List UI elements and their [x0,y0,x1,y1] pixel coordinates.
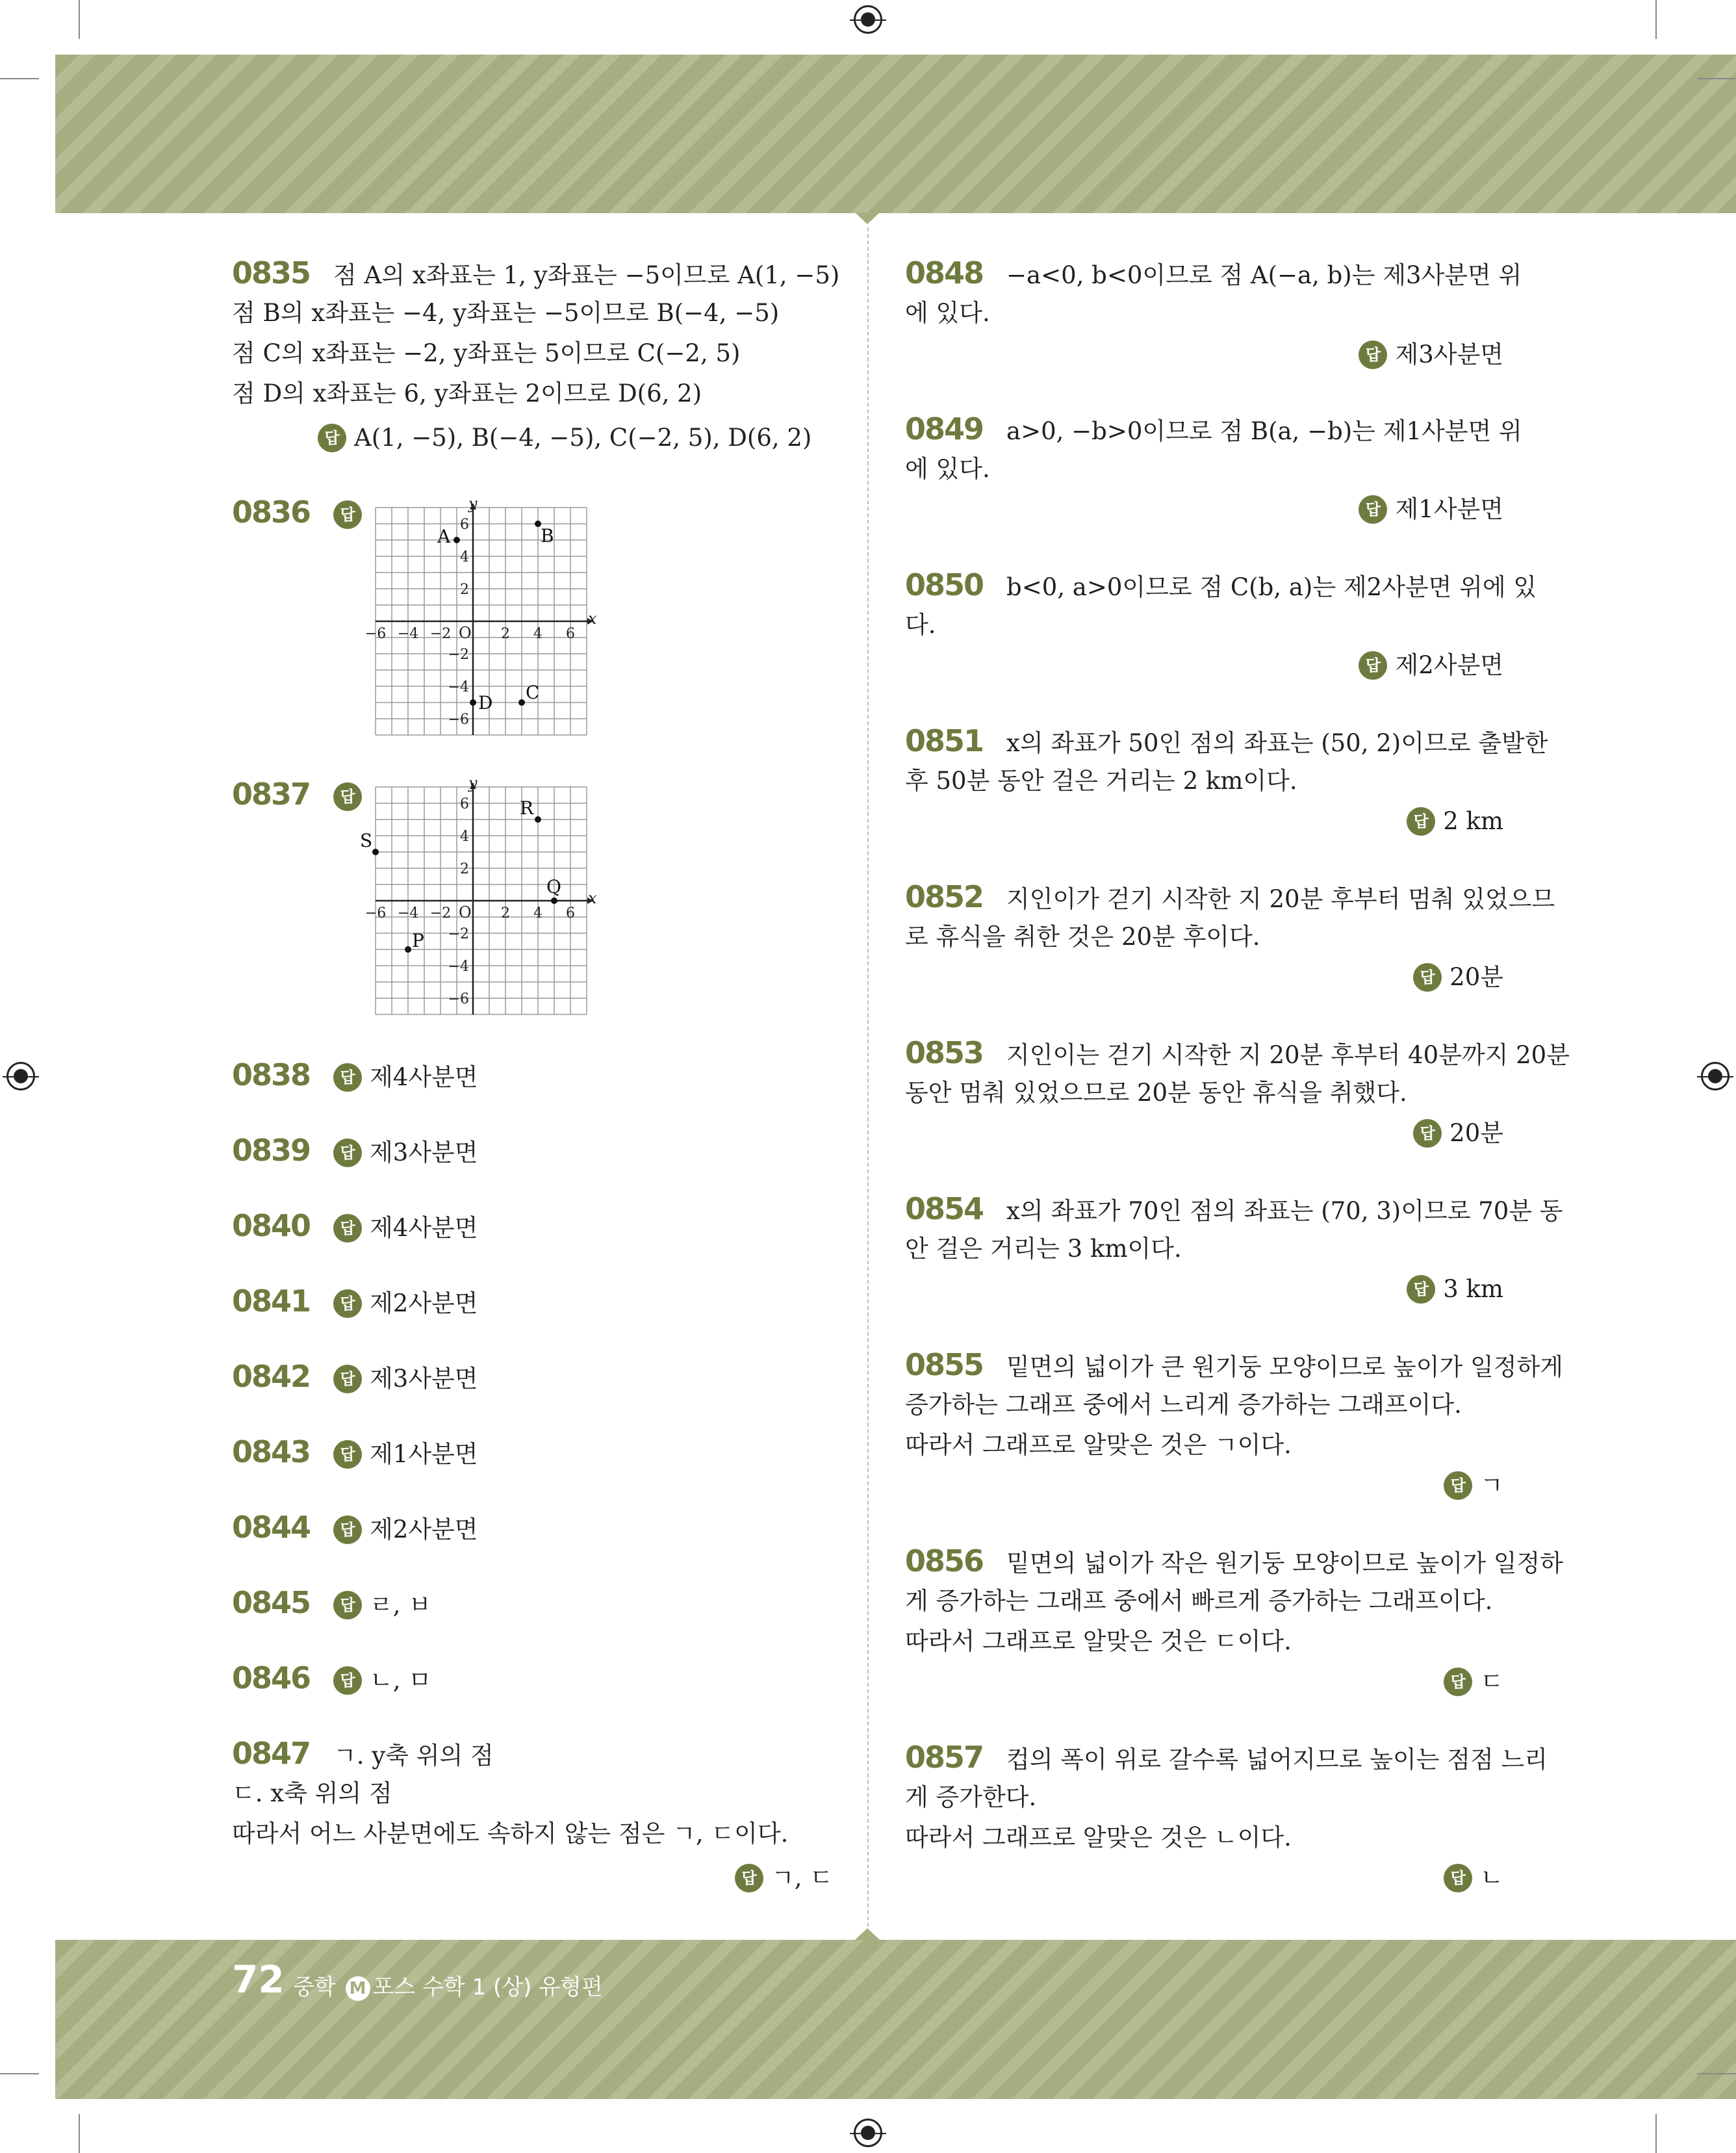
answer-badge: 답 [333,1591,362,1619]
problem-number: 0844 [232,1510,311,1545]
y-tick-label: 2 [460,582,469,598]
x-tick-label: 4 [533,905,542,922]
answer-text: 제2사분면 [370,1289,478,1317]
answer-badge: 답 [333,500,362,529]
answer-text: ㄷ [1480,1668,1503,1695]
point-s [372,849,379,855]
point-label-d: D [478,692,493,714]
y-tick-label: 4 [460,829,469,845]
problem-number: 0855 [905,1347,984,1382]
y-axis-label: y [468,500,478,513]
y-tick-label: 4 [460,549,469,565]
x-tick-label: −4 [397,905,419,922]
y-tick-label: −6 [448,712,469,728]
answer-text: 제3사분면 [370,1365,478,1393]
answer-badge: 답 [318,424,346,452]
crop-mark [1655,2114,1657,2153]
x-tick-label: −2 [429,905,452,922]
problem-number: 0856 [905,1543,984,1579]
point-label-q: Q [546,876,561,897]
problem-0842 [232,1359,478,1395]
point-d [470,699,476,706]
problem-0845 [232,1585,432,1621]
problem-0843 [232,1434,478,1471]
problem-number: 0854 [905,1191,984,1226]
problem-number: 0841 [232,1283,311,1319]
registration-mark-icon [6,1062,35,1090]
y-tick-label: −2 [448,647,469,663]
y-tick-label: 6 [460,517,469,533]
crop-mark [1697,78,1736,79]
answer-text: 3 km [1443,1275,1503,1303]
problem-0840 [232,1208,478,1244]
crop-mark [1697,2073,1736,2074]
answer-text: ㄱ, ㄷ [771,1864,833,1892]
y-tick-label: 6 [460,796,469,812]
answer-badge: 답 [333,1365,362,1393]
x-tick-label: −6 [364,626,387,642]
answer-badge: 답 [1413,963,1442,992]
point-label-b: B [541,525,554,547]
footer-notch [855,1928,880,1940]
footer-band [55,1940,1736,2099]
answer-badge: 답 [333,1289,362,1318]
problem-number: 0850 [905,567,984,602]
answer-badge: 답 [333,1063,362,1092]
answer-text: 2 km [1443,807,1503,835]
answer-badge: 답 [1413,1119,1442,1148]
coordinate-graph-0837 [356,780,603,1022]
problem-number: 0838 [232,1057,311,1092]
answer-text: 제4사분면 [370,1214,478,1242]
problem-number: 0840 [232,1208,311,1243]
answer-badge: 답 [1359,341,1387,369]
point-label-r: R [520,797,534,819]
answer-text: A(1, −5), B(−4, −5), C(−2, 5), D(6, 2) [354,424,812,452]
x-tick-label: −4 [397,626,419,642]
answer-text: ㄱ [1480,1471,1503,1499]
crop-mark [79,0,80,39]
y-tick-label: −4 [448,679,469,695]
x-tick-label: 2 [501,626,510,642]
point-r [535,816,541,823]
answer-badge: 답 [1407,1275,1435,1304]
answer-badge: 답 [1444,1471,1472,1500]
y-tick-label: −2 [448,926,469,942]
problem-0838 [232,1057,478,1094]
x-axis-label: x [588,889,597,907]
point-c [518,699,525,706]
answer-badge: 답 [735,1864,763,1892]
answer-badge: 답 [333,1515,362,1544]
answer-text: 20분 [1449,1119,1503,1147]
x-tick-label: 2 [501,905,510,922]
coordinate-graph-0836 [356,500,603,742]
problem-number: 0849 [905,411,984,446]
problem-number: 0848 [905,255,984,290]
problem-number: 0836 [232,495,311,530]
problem-0841 [232,1283,478,1320]
crop-mark [1655,0,1657,39]
answer-text: ㄹ, ㅂ [370,1591,432,1619]
point-label-p: P [412,930,424,951]
answer-text: 제3사분면 [1395,341,1503,368]
problem-number: 0851 [905,723,984,758]
m-logo-icon: M [346,1976,370,2001]
answer-badge: 답 [333,1214,362,1243]
answer-badge: 답 [333,782,362,811]
origin-label: O [459,624,472,642]
crop-mark [0,78,39,79]
point-a [453,537,460,543]
answer-badge: 답 [1444,1668,1472,1696]
answer-text: ㄴ, ㅁ [370,1666,432,1694]
problem-number: 0839 [232,1133,311,1168]
answer-badge: 답 [333,1666,362,1695]
registration-mark-icon [1701,1062,1730,1090]
problem-number: 0843 [232,1434,311,1469]
column-divider [867,227,869,1927]
point-label-a: A [437,526,451,547]
answer-text: ㄴ [1480,1864,1503,1892]
problem-number: 0837 [232,777,311,812]
x-tick-label: −2 [429,626,452,642]
registration-mark-icon [854,2119,882,2147]
x-axis-label: x [588,610,597,628]
problem-number: 0857 [905,1740,984,1775]
problem-0844 [232,1510,478,1546]
answer-badge: 답 [1444,1864,1472,1892]
x-tick-label: 6 [566,626,575,642]
problem-number: 0852 [905,879,984,914]
problem-0846 [232,1660,432,1697]
y-tick-label: 2 [460,861,469,877]
answer-badge: 답 [333,1139,362,1167]
answer-text: 제2사분면 [1395,651,1503,679]
problem-number: 0847 [232,1736,311,1771]
x-tick-label: −6 [364,905,387,922]
point-label-c: C [526,682,540,703]
header-band [55,55,1736,213]
x-tick-label: 4 [533,626,542,642]
problem-0839 [232,1133,478,1169]
answer-badge: 답 [1359,651,1387,680]
page-number: 72 [232,1957,285,2002]
problem-number: 0842 [232,1359,311,1394]
point-p [405,946,411,953]
answer-text: 제4사분면 [370,1063,478,1091]
y-tick-label: −4 [448,959,469,975]
answer-text: 제1사분면 [370,1440,478,1468]
book-title: 중학 M 포스 수학 1 (상) 유형편 [293,1974,603,2000]
answer-badge: 답 [333,1440,362,1469]
answer-text: 제1사분면 [1395,495,1503,523]
registration-mark-icon [854,5,882,34]
answer-text: 제2사분면 [370,1515,478,1543]
problem-number: 0846 [232,1660,311,1695]
y-axis-label: y [468,780,478,792]
problem-number: 0853 [905,1035,984,1070]
answer-text: 20분 [1449,963,1503,991]
crop-mark [79,2114,80,2153]
point-label-s: S [360,830,373,851]
problem-number: 0845 [232,1585,311,1620]
origin-label: O [459,903,472,922]
header-notch [855,213,880,224]
x-tick-label: 6 [566,905,575,922]
crop-mark [0,2073,39,2074]
answer-badge: 답 [1359,495,1387,524]
problem-number: 0835 [232,255,311,290]
answer-badge: 답 [1407,807,1435,836]
point-q [551,897,557,904]
answer-text: 제3사분면 [370,1139,478,1167]
y-tick-label: −6 [448,991,469,1007]
